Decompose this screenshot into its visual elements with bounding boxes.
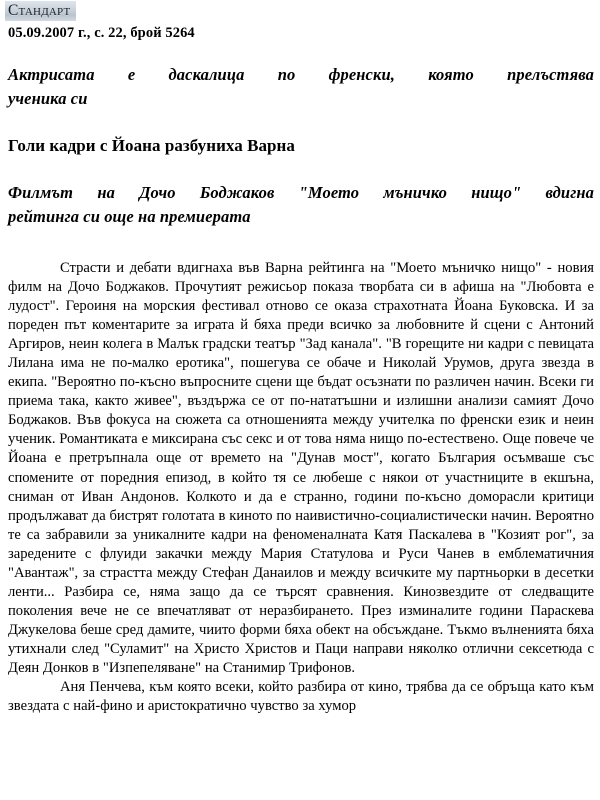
- publication-masthead: Стандарт: [5, 1, 76, 21]
- article-headline: Голи кадри с Йоана разбуниха Варна: [8, 136, 295, 155]
- article-paragraph: Страсти и дебати вдигнаха във Варна рейтинга на "Моето мъничко нищо" - новия филм на Дочо Боджаков. Прочутият режисьор показа творбата си в афиша на "Любовта е лудост". Героиня на морския фестивал отново се оказа страхотната Йоана Буковска. И за пореден път коментарите за играта й бяха преди всичко за любовните й сцени с Антоний Аргиров, неин колега в Малък градски театър "Зад канала". "В горещите ни кадри с певицата Лилана има не по-малко еротика", пошегува се обаче и Николай Урумов, друга звезда в екипа. "Вероятно по-късно въпросните сцени ще бъдат осъзнати по различен начин. Всеки ги приема така, както живее", въздържа се от по-нататъшни и излишни анализи самият Дочо Боджаков. Във фокуса на сюжета са отношенията между учителка по френски език и неин ученик. Романтиката е миксирана със секс и от това няма нищо по-естествено. Още повече че Йоана е претръпнала още от времето на "Дунав мост", когато България осъмваше със спомените от поредния епизод, в който тя се любеше с някои от участниците в екшъна, сниман от Иван Андонов. Колкото и да е странно, години по-късно доморасли критици продължават да бистрят голотата в киното по наивистично-социалистически начин. Вероятно те са забравили за уникалните кадри на феноменалната Катя Паскалева в "Козият рог", за заредените с флуиди закачки между Мария Статулова и Руси Чанев в емблематичния "Авантаж", за страстта между Стефан Данаилов и между всичките му партньорки в десетки ленти... Разбира се, няма защо да се търсят сравнения. Кинозвездите от следващите поколения вече не се впечатляват от неразбирането. През изминалите години Параскева Джукелова беше сред дамите, чиито форми бяха обект на обсъждане. Тъкмо вълненията бяха утихнали след "Суламит" на Христо Христов и Паци направи няколко отлични сексетюда с Деян Донков в "Изпепеляване" на Станимир Трифонов.: [8, 260, 594, 676]
- article-subhead: [8, 181, 594, 229]
- article-subhead-line-2: рейтинга си още на премиерата: [8, 207, 251, 226]
- masthead-row: [5, 0, 594, 21]
- issue-date-line: 05.09.2007 г., с. 22, брой 5264: [8, 25, 195, 41]
- article-kicker: [8, 63, 594, 111]
- article-subhead-line-1: Филмът на Дочо Боджаков "Моето мъничко нищо" вдигна: [8, 183, 594, 202]
- article-body: [5, 259, 594, 716]
- article-kicker-line-2: ученика си: [8, 89, 88, 108]
- article-kicker-line-1: Актрисата е даскалица по френски, която прелъстява: [8, 65, 594, 84]
- article-paragraph: Аня Пенчева, към която всеки, който разбира от кино, трябва да се обръща като към звездата с най-фино и аристократично чувство за хумор: [8, 679, 594, 715]
